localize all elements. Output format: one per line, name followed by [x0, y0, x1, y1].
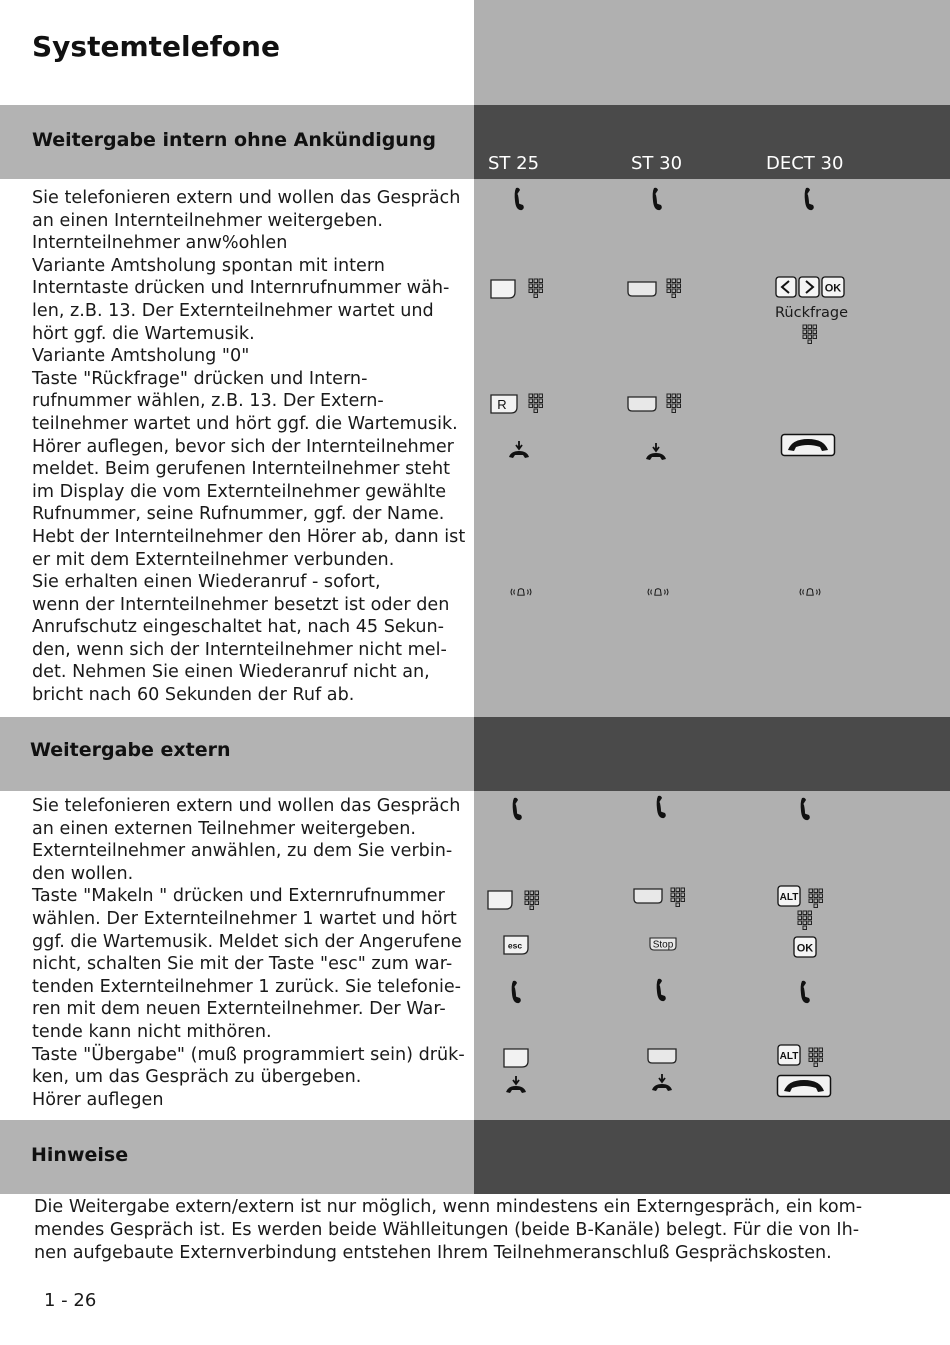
- function-key-icon[interactable]: [626, 395, 658, 413]
- function-key-icon[interactable]: [489, 278, 517, 300]
- text-line: Variante Amtsholung spontan mit intern: [32, 255, 385, 276]
- text-line: tenden Externteilnehmer 1 zurück. Sie telefonie-: [32, 976, 462, 997]
- text-line: Externteilnehmer anwählen, zu dem Sie verbin-: [32, 841, 453, 862]
- keypad-icon[interactable]: [528, 393, 544, 415]
- text-line: Taste "Makeln " drücken und Externrufnummer: [32, 886, 445, 907]
- section-header: [0, 1120, 474, 1194]
- handset-down-icon: [504, 1074, 528, 1096]
- text-line: Anrufschutz eingeschaltet hat, nach 45 Sekun-: [32, 617, 444, 638]
- handset-down-icon: [507, 439, 531, 461]
- ok-key-icon[interactable]: [793, 936, 817, 958]
- section1-icon-panel: [474, 179, 950, 717]
- ring-signal-icon: [798, 586, 822, 598]
- text-line: Hörer auflegen: [32, 1089, 164, 1110]
- handset-down-icon: [644, 441, 668, 463]
- text-line: Taste "Rückfrage" drücken und Intern-: [32, 368, 368, 389]
- handset-lifted-icon: [652, 976, 672, 1004]
- keypad-icon[interactable]: [808, 888, 824, 910]
- text-line: im Display die vom Externteilnehmer gewählte: [32, 481, 447, 502]
- header-gray-panel: [474, 0, 950, 105]
- column-dect30: DECT 30: [766, 153, 844, 174]
- stop-key-icon[interactable]: [648, 936, 678, 952]
- keypad-icon[interactable]: [670, 887, 686, 909]
- hangup-key-icon[interactable]: [776, 1074, 832, 1098]
- column-st30: ST 30: [631, 153, 683, 174]
- text-line: Die Weitergabe extern/extern ist nur möglich, wenn mindestens ein Externgespräch, ein kom-: [34, 1197, 863, 1217]
- text-line: Internteilnehmer anw%ohlen: [32, 233, 288, 254]
- text-line: rufnummer wählen, z.B. 13. Der Extern-: [32, 391, 384, 412]
- keypad-icon[interactable]: [528, 278, 544, 300]
- notes-paragraph: [34, 1196, 894, 1265]
- text-line: meldet. Beim gerufenen Internteilnehmer steht: [32, 459, 451, 480]
- section-heading: Hinweise: [31, 1144, 129, 1166]
- text-line: an einen externen Teilnehmer weitergeben.: [32, 818, 416, 839]
- handset-lifted-icon: [652, 793, 672, 821]
- function-key-icon[interactable]: [486, 889, 514, 911]
- text-line: wenn der Internteilnehmer besetzt ist oder den: [32, 594, 450, 615]
- handset-lifted-icon: [796, 978, 816, 1006]
- text-line: tende kann nicht mithören.: [32, 1021, 272, 1042]
- text-line: wählen. Der Externteilnehmer 1 wartet und hört: [32, 908, 457, 929]
- text-line: Sie telefonieren extern und wollen das Gespräch: [32, 188, 461, 208]
- page-title: Systemtelefone: [32, 30, 280, 63]
- handset-lifted-icon: [507, 978, 527, 1006]
- text-line: er mit dem Externteilnehmer verbunden.: [32, 549, 395, 570]
- section-heading: Weitergabe extern: [30, 739, 231, 761]
- text-line: Interntaste drücken und Internrufnummer wäh-: [32, 278, 450, 299]
- text-line: mendes Gespräch ist. Es werden beide Wählleitungen (beide B-Kanäle) belegt. Für die von Ih-: [34, 1220, 860, 1240]
- text-line: ren mit dem neuen Externteilnehmer. Der War-: [32, 999, 446, 1020]
- ok-key-label: OK: [796, 942, 814, 955]
- text-line: Rufnummer, seine Rufnummer, ggf. der Name.: [32, 504, 445, 525]
- esc-key-icon[interactable]: [502, 934, 530, 956]
- section-dark-bar: [474, 1120, 950, 1194]
- column-header-bar: [474, 105, 950, 179]
- text-line: den, wenn sich der Internteilnehmer nicht mel-: [32, 639, 447, 660]
- section-heading: Weitergabe intern ohne Ankündigung: [32, 129, 436, 151]
- esc-key-label: esc: [507, 940, 523, 951]
- text-line: bricht nach 60 Sekunden der Ruf ab.: [32, 685, 355, 706]
- function-key-icon[interactable]: [626, 280, 658, 298]
- text-line: den wollen.: [32, 863, 134, 884]
- section2-body: [32, 795, 472, 1111]
- handset-lifted-icon: [800, 185, 820, 213]
- ok-key-label: OK: [824, 282, 842, 295]
- text-line: ken, um das Gespräch zu übergeben.: [32, 1067, 362, 1088]
- keypad-icon[interactable]: [797, 910, 813, 932]
- keypad-icon[interactable]: [666, 278, 682, 300]
- text-line: Variante Amtsholung "0": [32, 346, 250, 367]
- text-line: Taste "Übergabe" (muß programmiert sein) drük-: [32, 1044, 465, 1065]
- text-line: Sie erhalten einen Wiederanruf - sofort,: [32, 572, 381, 593]
- alt-key-label: ALT: [779, 892, 799, 903]
- section2-icon-panel: [474, 791, 950, 1120]
- keypad-icon[interactable]: [802, 324, 818, 346]
- section-dark-bar: [474, 717, 950, 791]
- keypad-icon[interactable]: [666, 393, 682, 415]
- handset-lifted-icon: [796, 795, 816, 823]
- dect-caption: Rückfrage: [775, 305, 849, 321]
- section1-body: [32, 187, 472, 707]
- arrow-ok-keys-icon[interactable]: [775, 276, 845, 298]
- text-line: teilnehmer wartet und hört ggf. die Wartemusik.: [32, 413, 458, 434]
- handset-lifted-icon: [508, 795, 528, 823]
- text-line: nicht, schalten Sie mit der Taste "esc" zum war-: [32, 954, 453, 975]
- alt-key-icon[interactable]: [777, 885, 801, 907]
- handset-lifted-icon: [648, 185, 668, 213]
- keypad-icon[interactable]: [808, 1047, 824, 1069]
- text-line: len, z.B. 13. Der Externteilnehmer wartet und: [32, 300, 434, 321]
- handset-down-icon: [650, 1072, 674, 1094]
- handset-lifted-icon: [510, 185, 530, 213]
- section-header: [0, 717, 474, 791]
- text-line: det. Nehmen Sie einen Wiederanruf nicht an,: [32, 662, 430, 683]
- function-key-icon[interactable]: [632, 887, 664, 905]
- column-st25: ST 25: [488, 153, 540, 174]
- function-key-icon[interactable]: [646, 1047, 678, 1065]
- keypad-icon[interactable]: [524, 890, 540, 912]
- section-header: [0, 105, 474, 179]
- alt-key-label: ALT: [779, 1051, 799, 1062]
- text-line: Hebt der Internteilnehmer den Hörer ab, dann ist: [32, 526, 466, 547]
- hangup-key-icon[interactable]: [780, 433, 836, 457]
- ring-signal-icon: [646, 586, 670, 598]
- stop-key-label: Stop: [652, 939, 674, 951]
- text-line: ggf. die Wartemusik. Meldet sich der Angerufene: [32, 931, 462, 952]
- r-key-icon[interactable]: [489, 393, 519, 415]
- function-key-icon[interactable]: [502, 1047, 530, 1069]
- r-key-label: R: [497, 397, 507, 412]
- text-line: an einen Internteilnehmer weitergeben.: [32, 210, 383, 231]
- text-line: nen aufgebaute Externverbindung entstehen Ihrem Teilnehmeranschluß Gesprächskosten.: [34, 1243, 832, 1263]
- text-line: Sie telefonieren extern und wollen das Gespräch: [32, 796, 461, 816]
- text-line: hört ggf. die Wartemusik.: [32, 323, 255, 344]
- text-line: Hörer auflegen, bevor sich der Internteilnehmer: [32, 436, 454, 457]
- page-number: 1 - 26: [44, 1290, 97, 1311]
- alt-key-icon[interactable]: [777, 1044, 801, 1066]
- ring-signal-icon: [509, 586, 533, 598]
